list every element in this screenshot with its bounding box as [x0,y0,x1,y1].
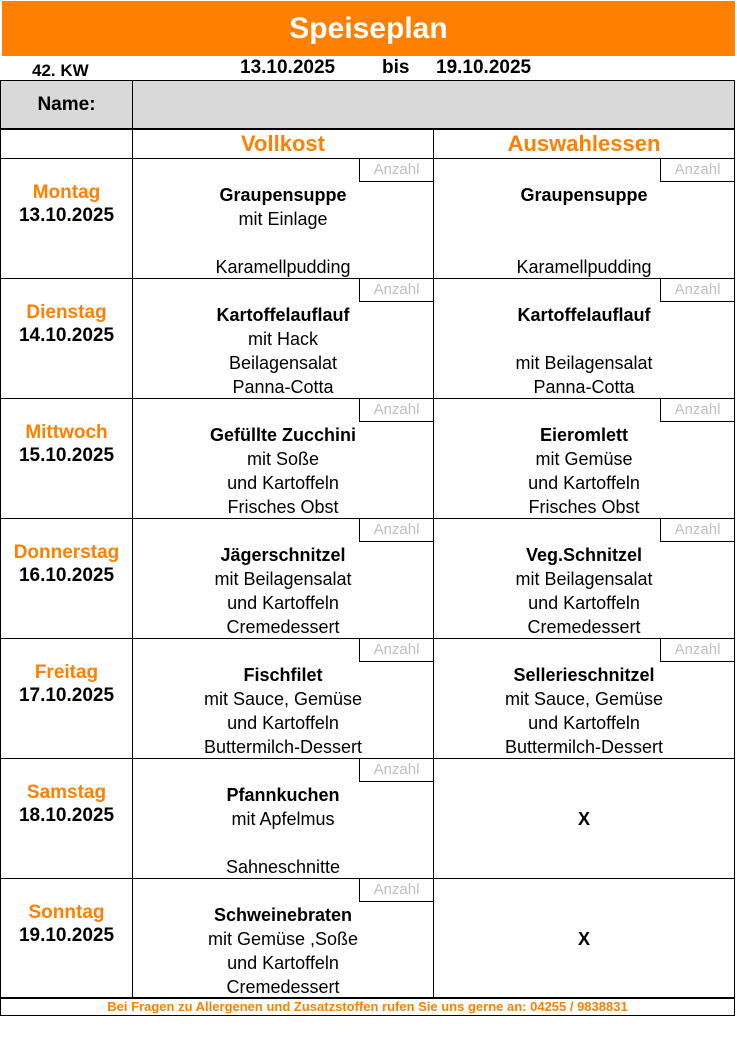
meal-line: Karamellpudding [215,257,351,277]
meal-line: Sahneschnitte [225,857,341,877]
meal-line: mit Beilagensalat [214,569,352,589]
anzahl-field[interactable]: Anzahl [359,398,434,422]
vollkost-meal-cell [132,158,434,279]
meal-line: mit Hack [247,329,318,349]
meal-title: Graupensuppe [219,185,347,205]
vollkost-meal-cell [132,638,434,759]
meal-line: Panna-Cotta [232,377,334,397]
meal-line: Cremedessert [527,617,641,637]
meal-title: Jägerschnitzel [220,545,346,565]
vollkost-meal-cell [132,398,434,519]
column-header-blank [0,129,133,159]
day-date: 15.10.2025 [18,445,115,466]
meal-line: mit Beilagensalat [515,569,653,589]
day-date: 13.10.2025 [18,205,115,226]
meal-title: Gefüllte Zucchini [209,425,356,445]
auswahlessen-meal-cell [433,158,735,279]
day-name: Sonntag [28,902,105,923]
meal-line: mit Apfelmus [231,809,335,829]
meal-line: und Kartoffeln [227,473,339,493]
name-label: Name: [0,80,133,129]
meal-title: Veg.Schnitzel [525,545,643,565]
meal-line: und Kartoffeln [528,473,640,493]
calendar-week: 42. KW [32,61,89,80]
meal-title: Eieromlett [539,425,629,445]
day-cell [0,158,133,279]
day-date: 17.10.2025 [18,685,115,706]
auswahlessen-meal-cell [433,878,735,999]
anzahl-field[interactable]: Anzahl [660,518,735,542]
vollkost-meal-cell [132,278,434,399]
meal-line: mit Beilagensalat [515,353,653,373]
day-name: Mittwoch [25,422,108,443]
auswahlessen-meal-cell [433,518,735,639]
vollkost-meal-cell [132,518,434,639]
day-name: Freitag [34,662,99,683]
meal-title: Schweinebraten [213,905,353,925]
anzahl-field[interactable]: Anzahl [660,158,735,182]
meal-line [434,231,734,255]
meal-title: Fischfilet [243,665,323,685]
meal-line: mit Sauce, Gemüse [203,689,363,709]
day-cell [0,758,133,879]
meal-line: und Kartoffeln [227,713,339,733]
meal-title: Graupensuppe [520,185,648,205]
day-date: 14.10.2025 [18,325,115,346]
meal-line: mit Gemüse [535,449,633,469]
meal-line: Buttermilch-Dessert [504,737,664,757]
meal-line: und Kartoffeln [528,593,640,613]
meal-line [434,327,734,351]
anzahl-field[interactable]: Anzahl [359,758,434,782]
meal-line: mit Soße [246,449,320,469]
anzahl-field[interactable]: Anzahl [359,278,434,302]
column-header-vollkost: Vollkost [132,129,434,159]
meal-line: mit Einlage [238,209,328,229]
anzahl-field[interactable]: Anzahl [660,398,735,422]
day-date: 16.10.2025 [18,565,115,586]
day-cell [0,638,133,759]
anzahl-field[interactable]: Anzahl [660,278,735,302]
auswahlessen-meal-cell [433,638,735,759]
anzahl-field[interactable]: Anzahl [660,638,735,662]
day-date: 18.10.2025 [18,805,115,826]
anzahl-field[interactable]: Anzahl [359,878,434,902]
meal-line: Karamellpudding [516,257,652,277]
meal-line [434,207,734,231]
meal-line: mit Sauce, Gemüse [504,689,664,709]
auswahlessen-meal-cell [433,758,735,879]
meal-line: Buttermilch-Dessert [203,737,363,757]
date-separator: bis [382,57,410,78]
day-date: 19.10.2025 [18,925,115,946]
meal-line: Frisches Obst [528,497,640,517]
meal-line: Panna-Cotta [533,377,635,397]
name-field[interactable] [132,80,735,129]
allergen-info-footer: Bei Fragen zu Allergenen und Zusatzstoffen rufen Sie uns gerne an: 04255 / 9838831 [0,997,735,1016]
day-name: Samstag [26,782,107,803]
day-name: Donnerstag [13,542,120,563]
meal-line: Cremedessert [226,617,340,637]
day-cell [0,878,133,999]
meal-line: mit Gemüse ,Soße [207,929,359,949]
meal-line [133,831,433,855]
auswahlessen-meal-cell [433,398,735,519]
column-header-auswahlessen: Auswahlessen [433,129,735,159]
meal-line: und Kartoffeln [227,953,339,973]
page-title: Speiseplan [2,1,735,56]
meal-line: und Kartoffeln [227,593,339,613]
meal-title: Kartoffelauflauf [216,305,350,325]
day-cell [0,278,133,399]
meal-line: Frisches Obst [227,497,339,517]
date-from: 13.10.2025 [240,57,336,78]
date-to: 19.10.2025 [436,57,532,78]
no-meal-mark: X [577,809,590,829]
day-name: Montag [32,182,101,203]
meal-line: und Kartoffeln [528,713,640,733]
no-meal-mark: X [577,929,590,949]
day-cell [0,518,133,639]
anzahl-field[interactable]: Anzahl [359,638,434,662]
vollkost-meal-cell [132,758,434,879]
anzahl-field[interactable]: Anzahl [359,158,434,182]
anzahl-field[interactable]: Anzahl [359,518,434,542]
day-name: Dienstag [26,302,107,323]
meal-line: Cremedessert [226,977,340,997]
meal-line [133,231,433,255]
meal-line: Beilagensalat [228,353,338,373]
auswahlessen-meal-cell [433,278,735,399]
meal-title: Kartoffelauflauf [517,305,651,325]
meal-title: Sellerieschnitzel [513,665,655,685]
meal-title: Pfannkuchen [226,785,340,805]
vollkost-meal-cell [132,878,434,999]
day-cell [0,398,133,519]
